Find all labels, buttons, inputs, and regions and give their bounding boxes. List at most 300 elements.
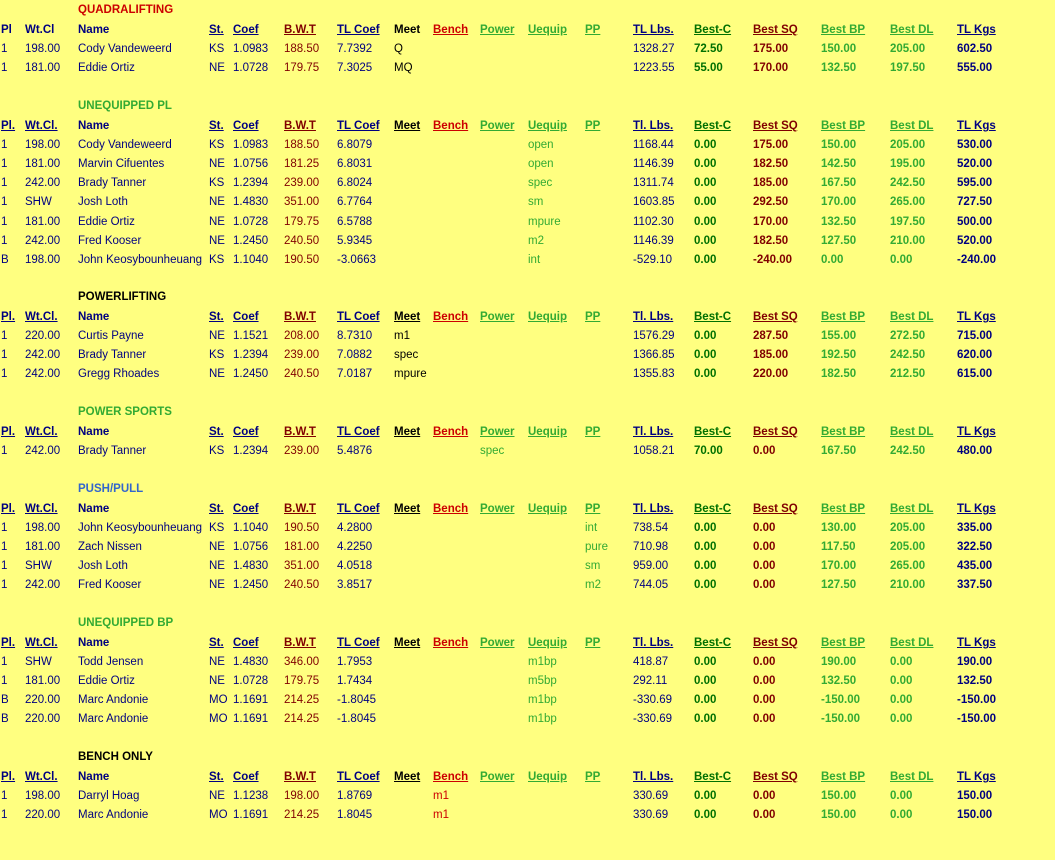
table-cell: 0.00 bbox=[694, 349, 717, 362]
table-cell: 1 bbox=[1, 158, 8, 171]
column-header: Uequip bbox=[528, 24, 567, 36]
table-row bbox=[0, 522, 1055, 541]
table-cell: 351.00 bbox=[284, 196, 320, 209]
table-cell: SHW bbox=[25, 560, 52, 573]
table-cell: 0.00 bbox=[890, 694, 913, 707]
table-cell: 70.00 bbox=[694, 445, 723, 458]
column-header: Power bbox=[480, 311, 515, 323]
table-cell: 1223.55 bbox=[633, 62, 675, 75]
table-cell: 1 bbox=[1, 579, 8, 592]
table-cell: 239.00 bbox=[284, 349, 320, 362]
column-header: TL Coef bbox=[337, 311, 380, 323]
table-cell: 0.00 bbox=[694, 330, 717, 343]
table-cell: 1366.85 bbox=[633, 349, 675, 362]
column-header: Bench bbox=[433, 426, 469, 438]
table-cell: 6.8031 bbox=[337, 158, 373, 171]
column-header: Tl. Lbs. bbox=[633, 426, 674, 438]
table-row bbox=[0, 254, 1055, 273]
table-cell: m1bp bbox=[528, 694, 557, 707]
table-cell: 4.2800 bbox=[337, 522, 373, 535]
table-cell: 1.1040 bbox=[233, 253, 269, 266]
table-row bbox=[0, 675, 1055, 694]
table-cell: 1.4830 bbox=[233, 196, 269, 209]
table-cell: NE bbox=[209, 62, 225, 75]
table-cell: 0.00 bbox=[890, 809, 913, 822]
column-header: Pl. bbox=[1, 503, 16, 515]
table-row bbox=[0, 790, 1055, 809]
table-cell: 1 bbox=[1, 656, 8, 669]
column-header-row bbox=[0, 426, 1055, 445]
table-cell: 530.00 bbox=[957, 139, 993, 152]
table-cell: pure bbox=[585, 541, 609, 554]
table-cell: Zach Nissen bbox=[78, 541, 142, 554]
column-header: TL Kgs bbox=[957, 311, 996, 323]
table-cell: 7.0882 bbox=[337, 349, 373, 362]
table-cell: 0.00 bbox=[753, 694, 776, 707]
table-cell: 150.00 bbox=[957, 790, 993, 803]
table-cell: 0.00 bbox=[753, 656, 776, 669]
table-cell: 0.00 bbox=[753, 675, 776, 688]
table-cell: 242.50 bbox=[890, 349, 926, 362]
table-cell: 322.50 bbox=[957, 541, 993, 554]
table-cell: sm bbox=[528, 196, 544, 209]
table-cell: Marvin Cifuentes bbox=[78, 158, 165, 171]
column-header: Coef bbox=[233, 120, 259, 132]
column-header: Best-C bbox=[694, 637, 732, 649]
table-cell: -150.00 bbox=[957, 694, 997, 707]
column-header: Best BP bbox=[821, 637, 866, 649]
column-header: PP bbox=[585, 503, 601, 515]
table-cell: 615.00 bbox=[957, 368, 993, 381]
table-cell: 337.50 bbox=[957, 579, 993, 592]
table-cell: 1.0728 bbox=[233, 675, 269, 688]
table-cell: NE bbox=[209, 158, 225, 171]
table-cell: 0.00 bbox=[753, 445, 776, 458]
table-cell: 346.00 bbox=[284, 656, 320, 669]
table-cell: 0.00 bbox=[694, 234, 717, 247]
table-cell: 242.50 bbox=[890, 445, 926, 458]
table-cell: NE bbox=[209, 579, 225, 592]
table-cell: 5.9345 bbox=[337, 234, 373, 247]
column-header: Uequip bbox=[528, 771, 567, 783]
table-row bbox=[0, 177, 1055, 196]
table-cell: 0.00 bbox=[694, 713, 717, 726]
column-header: Best DL bbox=[890, 637, 934, 649]
column-header: Wt.Cl bbox=[25, 24, 55, 36]
column-header: Meet bbox=[394, 637, 421, 649]
column-header: Coef bbox=[233, 637, 259, 649]
column-header: Name bbox=[78, 503, 110, 515]
table-cell: 0.00 bbox=[753, 713, 776, 726]
table-cell: 1.2394 bbox=[233, 349, 269, 362]
column-header: TL Kgs bbox=[957, 426, 996, 438]
table-cell: 214.25 bbox=[284, 713, 320, 726]
column-header: St. bbox=[209, 311, 224, 323]
table-cell: Todd Jensen bbox=[78, 656, 144, 669]
column-header: Best DL bbox=[890, 771, 934, 783]
table-cell: Q bbox=[394, 43, 403, 56]
column-header: Meet bbox=[394, 503, 421, 515]
section-title: PUSH/PULL bbox=[78, 483, 144, 495]
column-header: Best BP bbox=[821, 120, 866, 132]
table-cell: 1.2394 bbox=[233, 177, 269, 190]
table-cell: KS bbox=[209, 445, 225, 458]
column-header: Bench bbox=[433, 120, 469, 132]
table-cell: Cody Vandeweerd bbox=[78, 43, 172, 56]
column-header: Name bbox=[78, 426, 110, 438]
table-cell: Cody Vandeweerd bbox=[78, 139, 172, 152]
column-header: Pl. bbox=[1, 311, 16, 323]
column-header: Bench bbox=[433, 637, 469, 649]
table-cell: MO bbox=[209, 694, 228, 707]
table-cell: KS bbox=[209, 253, 225, 266]
column-header: B.W.T bbox=[284, 637, 316, 649]
column-header: St. bbox=[209, 120, 224, 132]
column-header: St. bbox=[209, 637, 224, 649]
table-cell: 1102.30 bbox=[633, 215, 674, 228]
table-cell: 242.50 bbox=[890, 177, 926, 190]
table-cell: 1146.39 bbox=[633, 158, 674, 171]
table-cell: 198.00 bbox=[25, 43, 61, 56]
table-cell: 188.50 bbox=[284, 43, 320, 56]
table-cell: 170.00 bbox=[821, 560, 857, 573]
table-cell: 214.25 bbox=[284, 694, 320, 707]
column-header: Tl. Lbs. bbox=[633, 637, 674, 649]
column-header: PP bbox=[585, 24, 601, 36]
table-cell: 220.00 bbox=[753, 368, 789, 381]
table-cell: NE bbox=[209, 368, 225, 381]
table-cell: SHW bbox=[25, 196, 52, 209]
column-header: Coef bbox=[233, 311, 259, 323]
table-cell: KS bbox=[209, 139, 225, 152]
table-cell: Eddie Ortiz bbox=[78, 675, 135, 688]
table-cell: 1 bbox=[1, 196, 8, 209]
column-header: Uequip bbox=[528, 637, 567, 649]
table-cell: 1.1238 bbox=[233, 790, 269, 803]
table-cell: 198.00 bbox=[25, 790, 61, 803]
table-cell: mpure bbox=[394, 368, 427, 381]
table-cell: 205.00 bbox=[890, 43, 926, 56]
table-cell: 595.00 bbox=[957, 177, 993, 190]
table-cell: 0.00 bbox=[694, 541, 717, 554]
table-cell: 265.00 bbox=[890, 560, 926, 573]
table-cell: 520.00 bbox=[957, 158, 993, 171]
column-header: Wt.Cl. bbox=[25, 771, 58, 783]
table-cell: m1bp bbox=[528, 656, 557, 669]
table-cell: -3.0663 bbox=[337, 253, 377, 266]
column-header: St. bbox=[209, 24, 224, 36]
table-cell: 8.7310 bbox=[337, 330, 373, 343]
table-cell: -330.69 bbox=[633, 694, 673, 707]
table-cell: 185.00 bbox=[753, 177, 789, 190]
table-cell: 1.0983 bbox=[233, 139, 269, 152]
table-row bbox=[0, 809, 1055, 828]
table-row bbox=[0, 368, 1055, 387]
table-cell: 0.00 bbox=[753, 522, 776, 535]
table-cell: 738.54 bbox=[633, 522, 669, 535]
column-header: PP bbox=[585, 426, 601, 438]
table-cell: 1.4830 bbox=[233, 560, 269, 573]
table-cell: 190.50 bbox=[284, 522, 320, 535]
table-cell: spec bbox=[528, 177, 553, 190]
table-cell: Josh Loth bbox=[78, 196, 128, 209]
table-cell: 6.8024 bbox=[337, 177, 373, 190]
table-cell: 242.00 bbox=[25, 177, 61, 190]
table-cell: 198.00 bbox=[25, 522, 61, 535]
table-cell: 188.50 bbox=[284, 139, 320, 152]
column-header: Pl. bbox=[1, 771, 16, 783]
column-header: Pl. bbox=[1, 426, 16, 438]
table-cell: 214.25 bbox=[284, 809, 320, 822]
table-cell: 1.2394 bbox=[233, 445, 269, 458]
table-cell: 190.00 bbox=[821, 656, 857, 669]
table-cell: Darryl Hoag bbox=[78, 790, 140, 803]
table-cell: 208.00 bbox=[284, 330, 320, 343]
table-row bbox=[0, 139, 1055, 158]
table-cell: 0.00 bbox=[753, 579, 776, 592]
table-cell: 1.2450 bbox=[233, 579, 269, 592]
table-cell: 0.00 bbox=[694, 675, 717, 688]
column-header: B.W.T bbox=[284, 120, 316, 132]
table-cell: 182.50 bbox=[821, 368, 857, 381]
table-cell: 4.2250 bbox=[337, 541, 373, 554]
table-cell: 0.00 bbox=[821, 253, 844, 266]
column-header: Best-C bbox=[694, 120, 732, 132]
table-cell: 72.50 bbox=[694, 43, 723, 56]
table-cell: Eddie Ortiz bbox=[78, 62, 135, 75]
table-row bbox=[0, 560, 1055, 579]
table-cell: 1.0756 bbox=[233, 158, 269, 171]
table-cell: 272.50 bbox=[890, 330, 926, 343]
table-cell: NE bbox=[209, 656, 225, 669]
column-header-row bbox=[0, 503, 1055, 522]
column-header-row bbox=[0, 311, 1055, 330]
column-header: Wt.Cl. bbox=[25, 503, 58, 515]
table-cell: Fred Kooser bbox=[78, 234, 142, 247]
table-cell: Eddie Ortiz bbox=[78, 215, 135, 228]
column-header: Best SQ bbox=[753, 503, 798, 515]
table-cell: 190.50 bbox=[284, 253, 320, 266]
table-cell: 1 bbox=[1, 522, 8, 535]
table-cell: 220.00 bbox=[25, 713, 61, 726]
table-cell: 715.00 bbox=[957, 330, 993, 343]
table-cell: 6.7764 bbox=[337, 196, 373, 209]
table-cell: 0.00 bbox=[694, 790, 717, 803]
table-cell: sm bbox=[585, 560, 601, 573]
column-header: Best SQ bbox=[753, 120, 798, 132]
table-cell: 197.50 bbox=[890, 215, 926, 228]
table-cell: 240.50 bbox=[284, 579, 320, 592]
table-cell: 1311.74 bbox=[633, 177, 674, 190]
column-header: Wt.Cl. bbox=[25, 637, 58, 649]
table-cell: 181.00 bbox=[25, 541, 61, 554]
table-cell: 7.3025 bbox=[337, 62, 373, 75]
column-header: Best BP bbox=[821, 24, 866, 36]
table-cell: 220.00 bbox=[25, 330, 61, 343]
table-cell: 1.1521 bbox=[233, 330, 269, 343]
table-cell: -1.8045 bbox=[337, 694, 377, 707]
column-header: Uequip bbox=[528, 503, 567, 515]
column-header: Wt.Cl. bbox=[25, 120, 58, 132]
column-header: TL Lbs. bbox=[633, 24, 674, 36]
table-cell: spec bbox=[480, 445, 505, 458]
table-row bbox=[0, 713, 1055, 732]
table-cell: -529.10 bbox=[633, 253, 673, 266]
column-header: Uequip bbox=[528, 120, 567, 132]
table-cell: NE bbox=[209, 675, 225, 688]
table-cell: KS bbox=[209, 522, 225, 535]
table-cell: MO bbox=[209, 809, 228, 822]
table-cell: 170.00 bbox=[753, 215, 789, 228]
table-cell: 1.1691 bbox=[233, 809, 269, 822]
table-cell: Josh Loth bbox=[78, 560, 128, 573]
column-header: St. bbox=[209, 426, 224, 438]
column-header: Best SQ bbox=[753, 24, 798, 36]
column-header: Power bbox=[480, 120, 515, 132]
table-cell: 435.00 bbox=[957, 560, 993, 573]
column-header: Best BP bbox=[821, 771, 866, 783]
table-cell: -240.00 bbox=[753, 253, 793, 266]
table-cell: 1.8769 bbox=[337, 790, 373, 803]
table-cell: -240.00 bbox=[957, 253, 997, 266]
column-header: Best-C bbox=[694, 426, 732, 438]
table-cell: John Keosybounheuang bbox=[78, 522, 203, 535]
table-cell: 335.00 bbox=[957, 522, 993, 535]
table-cell: NE bbox=[209, 560, 225, 573]
table-cell: 418.87 bbox=[633, 656, 669, 669]
table-row bbox=[0, 62, 1055, 81]
table-cell: 330.69 bbox=[633, 809, 669, 822]
table-row bbox=[0, 43, 1055, 62]
table-cell: Marc Andonie bbox=[78, 809, 149, 822]
table-row bbox=[0, 196, 1055, 215]
table-row bbox=[0, 216, 1055, 235]
column-header: Name bbox=[78, 24, 110, 36]
table-cell: 555.00 bbox=[957, 62, 993, 75]
table-cell: 181.25 bbox=[284, 158, 320, 171]
table-cell: 0.00 bbox=[694, 253, 717, 266]
table-cell: 0.00 bbox=[694, 560, 717, 573]
column-header: Best DL bbox=[890, 24, 934, 36]
table-cell: 127.50 bbox=[821, 234, 857, 247]
table-cell: 197.50 bbox=[890, 62, 926, 75]
column-header: St. bbox=[209, 771, 224, 783]
table-cell: 0.00 bbox=[694, 215, 717, 228]
table-cell: 150.00 bbox=[957, 809, 993, 822]
table-cell: NE bbox=[209, 215, 225, 228]
table-cell: 1.8045 bbox=[337, 809, 373, 822]
table-cell: 185.00 bbox=[753, 349, 789, 362]
table-cell: 1 bbox=[1, 809, 8, 822]
table-cell: m1 bbox=[433, 790, 449, 803]
table-cell: 117.50 bbox=[821, 541, 856, 554]
column-header-row bbox=[0, 771, 1055, 790]
table-cell: 55.00 bbox=[694, 62, 723, 75]
table-cell: Curtis Payne bbox=[78, 330, 144, 343]
table-cell: 0.00 bbox=[890, 675, 913, 688]
table-cell: -330.69 bbox=[633, 713, 673, 726]
table-cell: 0.00 bbox=[694, 694, 717, 707]
table-cell: int bbox=[585, 522, 598, 535]
table-cell: 242.00 bbox=[25, 234, 61, 247]
column-header: B.W.T bbox=[284, 24, 316, 36]
table-cell: m2 bbox=[585, 579, 601, 592]
table-cell: 265.00 bbox=[890, 196, 926, 209]
column-header: Bench bbox=[433, 24, 469, 36]
table-cell: 179.75 bbox=[284, 215, 320, 228]
table-cell: -150.00 bbox=[821, 694, 861, 707]
column-header: Best-C bbox=[694, 503, 732, 515]
table-cell: 0.00 bbox=[890, 656, 913, 669]
table-cell: 0.00 bbox=[694, 177, 717, 190]
table-cell: 602.50 bbox=[957, 43, 993, 56]
table-cell: 1.4830 bbox=[233, 656, 269, 669]
column-header: Best-C bbox=[694, 771, 732, 783]
column-header: Best SQ bbox=[753, 771, 798, 783]
table-cell: KS bbox=[209, 349, 225, 362]
column-header: Best DL bbox=[890, 426, 934, 438]
column-header: Power bbox=[480, 426, 515, 438]
table-cell: 132.50 bbox=[821, 62, 857, 75]
table-cell: 5.4876 bbox=[337, 445, 373, 458]
column-header: Meet bbox=[394, 120, 421, 132]
table-cell: 0.00 bbox=[694, 656, 717, 669]
table-cell: 190.00 bbox=[957, 656, 993, 669]
table-row bbox=[0, 330, 1055, 349]
table-cell: 959.00 bbox=[633, 560, 669, 573]
table-cell: -1.8045 bbox=[337, 713, 377, 726]
column-header: Bench bbox=[433, 503, 469, 515]
table-cell: 1 bbox=[1, 349, 8, 362]
table-row bbox=[0, 349, 1055, 368]
table-cell: m2 bbox=[528, 234, 544, 247]
table-cell: 181.00 bbox=[25, 675, 61, 688]
table-cell: 1146.39 bbox=[633, 234, 674, 247]
column-header-row bbox=[0, 24, 1055, 43]
table-cell: 4.0518 bbox=[337, 560, 373, 573]
table-cell: 0.00 bbox=[694, 139, 717, 152]
column-header: Best DL bbox=[890, 311, 934, 323]
table-cell: mpure bbox=[528, 215, 561, 228]
table-cell: 1 bbox=[1, 177, 8, 190]
column-header: Tl. Lbs. bbox=[633, 311, 674, 323]
column-header: Tl. Lbs. bbox=[633, 771, 674, 783]
table-row bbox=[0, 694, 1055, 713]
table-cell: 220.00 bbox=[25, 694, 61, 707]
table-cell: m1bp bbox=[528, 713, 557, 726]
table-cell: 1603.85 bbox=[633, 196, 675, 209]
column-header: TL Coef bbox=[337, 426, 380, 438]
table-cell: int bbox=[528, 253, 541, 266]
table-cell: 175.00 bbox=[753, 139, 789, 152]
table-cell: 1 bbox=[1, 790, 8, 803]
column-header: Meet bbox=[394, 426, 421, 438]
table-cell: 150.00 bbox=[821, 139, 857, 152]
column-header: Power bbox=[480, 771, 515, 783]
table-cell: 292.11 bbox=[633, 675, 668, 688]
table-cell: 170.00 bbox=[753, 62, 789, 75]
table-cell: 239.00 bbox=[284, 177, 320, 190]
table-cell: 1058.21 bbox=[633, 445, 675, 458]
table-row bbox=[0, 656, 1055, 675]
table-cell: open bbox=[528, 158, 554, 171]
table-cell: 167.50 bbox=[821, 445, 857, 458]
table-cell: 480.00 bbox=[957, 445, 993, 458]
table-cell: 170.00 bbox=[821, 196, 857, 209]
table-cell: 1.1691 bbox=[233, 713, 269, 726]
column-header: B.W.T bbox=[284, 311, 316, 323]
column-header: Uequip bbox=[528, 311, 567, 323]
